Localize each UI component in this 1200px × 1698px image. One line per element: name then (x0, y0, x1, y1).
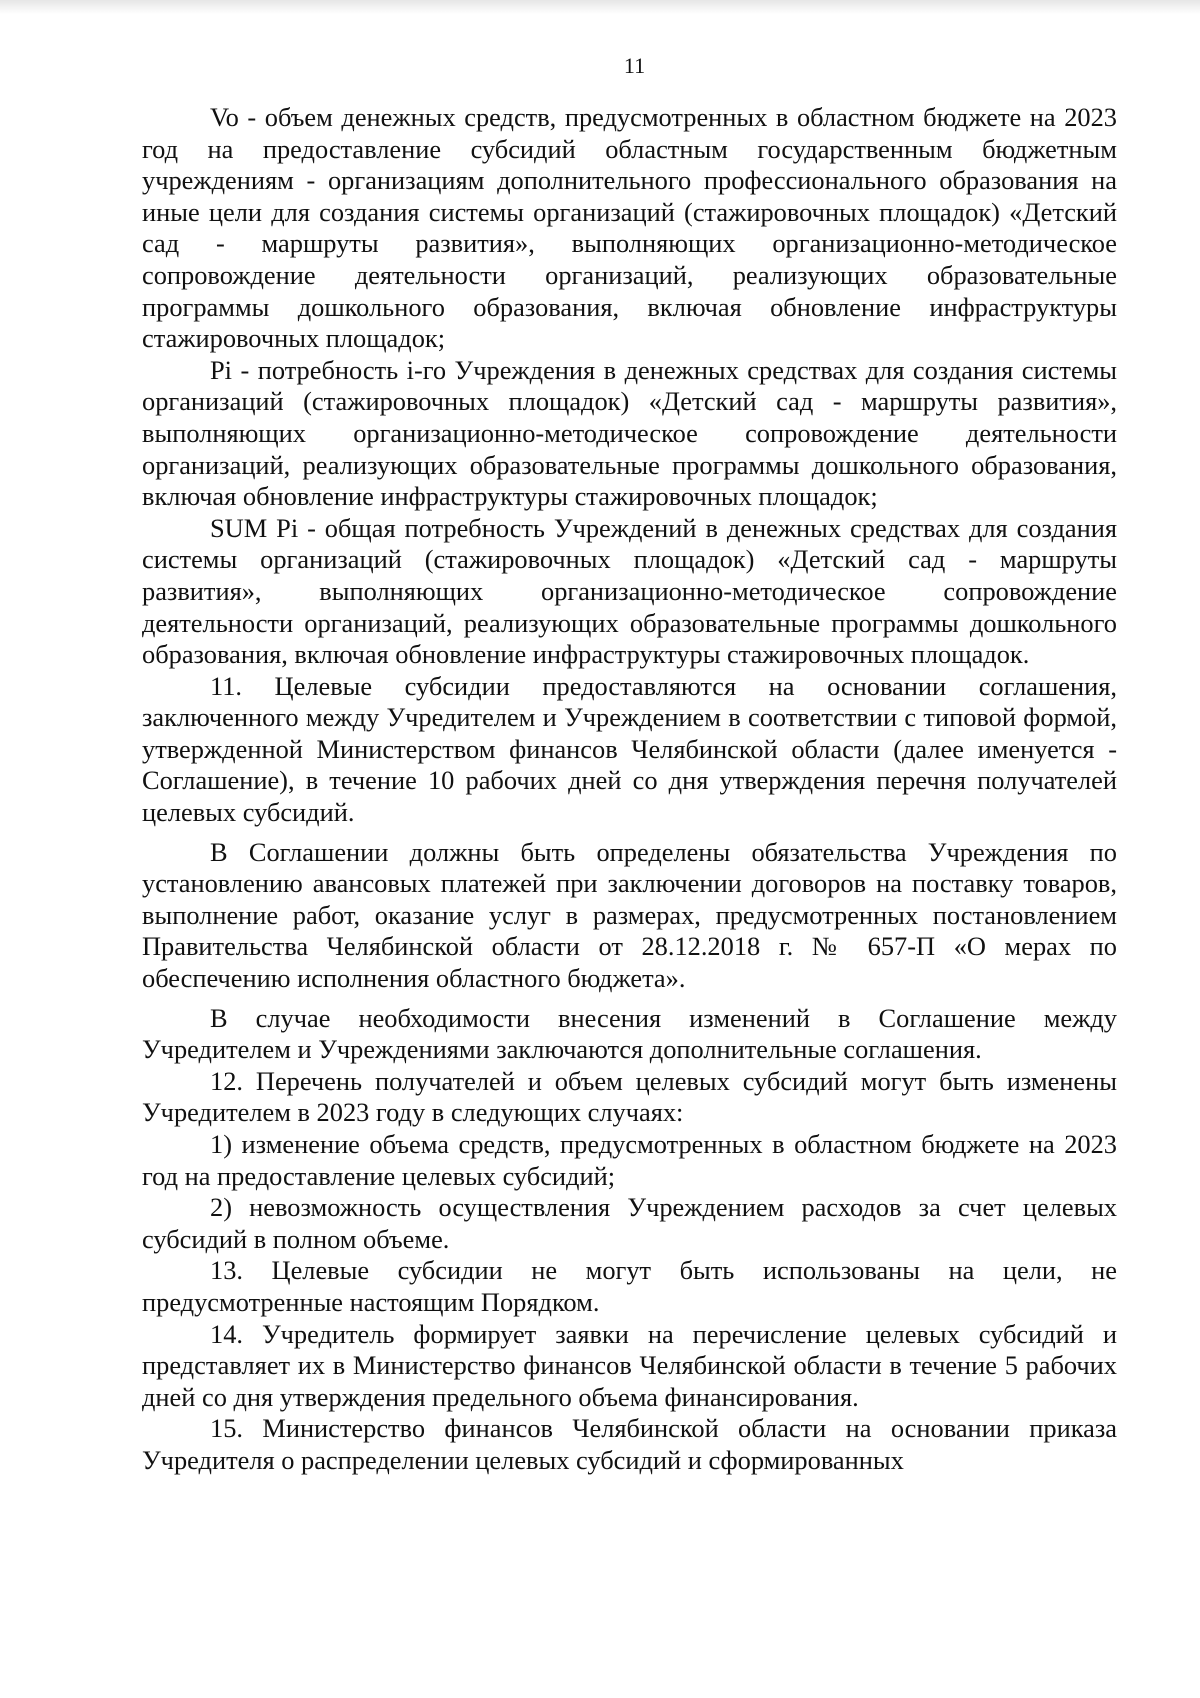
paragraph-item-11: 11. Целевые субсидии предоставляются на основании соглашения, заключенного между Учредителем и Учреждением в соответствии с типовой формой, утвержденной Министерством финансов Челябинской области (далее именуется - Соглашение), в течение 10 рабочих дней со дня утверждения перечня получателей целевых субсидий. (142, 670, 1117, 828)
paragraph-item-14: 14. Учредитель формирует заявки на перечисление целевых субсидий и представляет их в Министерство финансов Челябинской области в течение 5 рабочих дней со дня утверждения предельного объема финансирования. (142, 1318, 1117, 1412)
paragraph-item-13: 13. Целевые субсидии не могут быть использованы на цели, не предусмотренные настоящим Порядком. (142, 1255, 1117, 1317)
paragraph-sum-pi-definition: SUM Pi - общая потребность Учреждений в денежных средствах для создания системы организаций (стажировочных площадок) «Детский сад - маршруты развития», выполняющих организационно-методическое сопровождение деятельности организаций, реализующих образовательные программы дошкольного образования, включая обновление инфраструктуры стажировочных площадок. (142, 512, 1117, 670)
paragraph-item-12: 12. Перечень получателей и объем целевых субсидий могут быть изменены Учредителем в 2023 году в следующих случаях: (142, 1065, 1117, 1128)
paragraph-agreement-obligations: В Соглашении должны быть определены обязательства Учреждения по установлению авансовых платежей при заключении договоров на поставку товаров, выполнение работ, оказание услуг в размерах, предусмотренных постановлением Правительства Челябинской области от 28.12.2018 г. № 657-П «О мерах по обеспечению исполнения областного бюджета». (142, 836, 1117, 994)
paragraph-item-12-case-1: 1) изменение объема средств, предусмотренных в областном бюджете на 2023 год на предоставление целевых субсидий; (142, 1129, 1117, 1191)
paragraph-additional-agreements: В случае необходимости внесения изменений в Соглашение между Учредителем и Учреждениями заключаются дополнительные соглашения. (142, 1002, 1117, 1065)
scan-edge (0, 0, 1200, 14)
paragraph-item-12-case-2: 2) невозможность осуществления Учреждением расходов за счет целевых субсидий в полном объеме. (142, 1192, 1117, 1254)
page-number: 11 (623, 53, 646, 78)
paragraph-pi-definition: Pi - потребность i-го Учреждения в денежных средствах для создания системы организаций (стажировочных площадок) «Детский сад - маршруты развития», выполняющих организационно-методическое сопровождение деятельности организаций, реализующих образовательные программы дошкольного образования, включая обновление инфраструктуры стажировочных площадок; (142, 354, 1117, 512)
document-page (142, 52, 1117, 1477)
paragraph-item-15: 15. Министерство финансов Челябинской области на основании приказа Учредителя о распределении целевых субсидий и сформированных (142, 1413, 1117, 1475)
paragraph-vo-definition: Vo - объем денежных средств, предусмотренных в областном бюджете на 2023 год на предоставление субсидий областным государственным бюджетным учреждениям - организациям дополнительного профессионального образования на иные цели для создания системы организаций (стажировочных площадок) «Детский сад - маршруты развития», выполняющих организационно-методическое сопровождение деятельности организаций, реализующих образовательные программы дошкольного образования, включая обновление инфраструктуры стажировочных площадок; (142, 102, 1117, 354)
